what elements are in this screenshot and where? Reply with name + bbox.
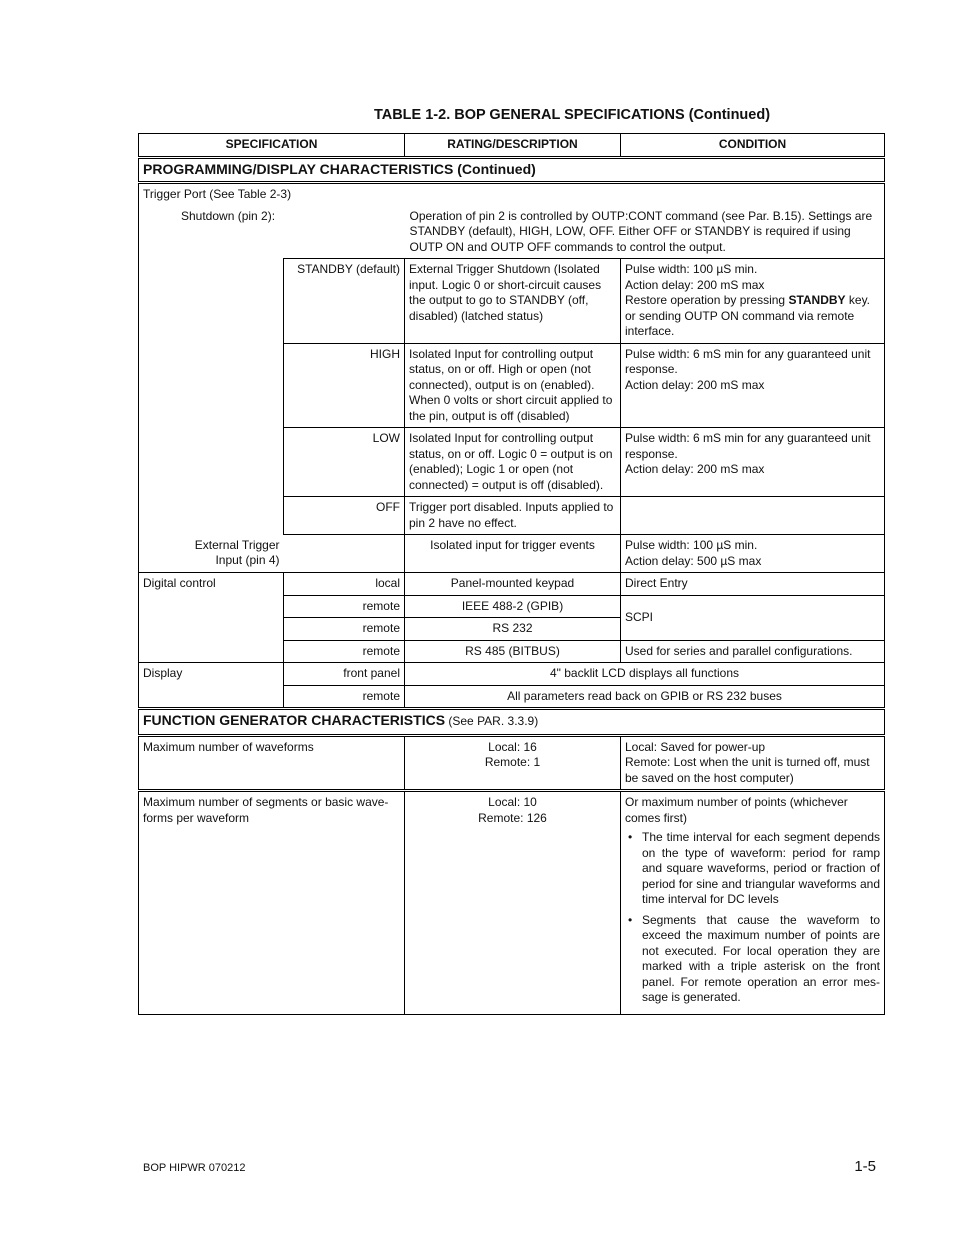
footer-document-id: BOP HIPWR 070212	[143, 1162, 246, 1174]
external-trigger-label: External Trigger Input (pin 4)	[139, 535, 284, 573]
list-item: • Segments that cause the waveform to exceed the maximum number of points are not executed. For local operation they are marked with a triple asterisk on the front panel. For remote operation an error mes-sage is generated.	[625, 913, 880, 1006]
waveforms-label: Maximum number of waveforms	[139, 735, 405, 791]
digital-condition: SCPI	[621, 595, 885, 640]
high-description: Isolated Input for controlling output status, on or off. High or open (not connected), output is on (enabled). When 0 volts or short circuit applied to the pin, output is off (disabled)	[405, 343, 621, 428]
table-row	[139, 259, 885, 344]
digital-mode: local	[284, 573, 405, 596]
section-title: PROGRAMMING/DISPLAY CHARACTERISTICS (Continued)	[139, 157, 885, 183]
section-programming-display	[139, 157, 885, 183]
low-description: Isolated Input for controlling output status, on or off. Logic 0 = output is on (enabled); Logic 1 or open (not connected) = output is off (disabled).	[405, 428, 621, 497]
off-condition	[621, 497, 885, 535]
segments-condition-text: Or maximum number of points (whichever comes first)	[625, 795, 848, 825]
display-label: Display	[139, 663, 284, 709]
standby-description: External Trigger Shutdown (Isolated input. Logic 0 or short-circuit causes the output to go to STANDBY (off, disabled) (latched status)	[405, 259, 621, 344]
shutdown-description: Operation of pin 2 is controlled by OUTP:CONT command (see Par. B.15). Settings are STANDBY (default), HIGH, LOW, OFF. Either OFF or STANDBY is required if using OUTP ON and OUTP OFF commands to control the output.	[405, 206, 885, 259]
specifications-table	[138, 133, 885, 1015]
low-condition: Pulse width: 6 mS min for any guaranteed unit response. Action delay: 200 mS max	[621, 428, 885, 497]
digital-condition: Used for series and parallel configurations.	[621, 640, 885, 663]
table-row	[139, 735, 885, 791]
section-title: FUNCTION GENERATOR CHARACTERISTICS (See PAR. 3.3.9)	[139, 709, 885, 736]
header-rating: RATING/DESCRIPTION	[405, 134, 621, 158]
mode-high: HIGH	[284, 343, 405, 428]
header-row	[139, 134, 885, 158]
display-description: 4" backlit LCD displays all functions	[405, 663, 885, 686]
mode-off: OFF	[284, 497, 405, 535]
table-row	[139, 183, 885, 206]
standby-condition: Pulse width: 100 µS min. Action delay: 200 mS max Restore operation by pressing STANDBY key. or sending OUTP ON command via remote interface.	[621, 259, 885, 344]
table-row	[139, 206, 885, 259]
section-function-generator	[139, 709, 885, 736]
digital-condition: Direct Entry	[621, 573, 885, 596]
external-trigger-description: Isolated input for trigger events	[405, 535, 621, 573]
segments-description: Local: 10 Remote: 126	[405, 791, 621, 1015]
digital-mode: remote	[284, 595, 405, 618]
waveforms-condition: Local: Saved for power-up Remote: Lost when the unit is turned off, must be saved on the host computer)	[621, 735, 885, 791]
empty-cell	[139, 259, 284, 535]
segments-bullets	[625, 830, 880, 1006]
digital-description: RS 232	[405, 618, 621, 641]
trigger-port-label: Trigger Port (See Table 2-3)	[139, 183, 885, 206]
table-row	[139, 535, 885, 573]
digital-mode: remote	[284, 618, 405, 641]
display-mode: remote	[284, 685, 405, 709]
digital-mode: remote	[284, 640, 405, 663]
table-title: TABLE 1-2. BOP GENERAL SPECIFICATIONS (Continued)	[373, 107, 771, 123]
off-description: Trigger port disabled. Inputs applied to pin 2 have no effect.	[405, 497, 621, 535]
digital-description: RS 485 (BITBUS)	[405, 640, 621, 663]
table-row	[139, 573, 885, 596]
display-mode: front panel	[284, 663, 405, 686]
segments-label: Maximum number of segments or basic wave-forms per waveform	[139, 791, 405, 1015]
digital-description: Panel-mounted keypad	[405, 573, 621, 596]
list-item: • The time interval for each segment depends on the type of waveform: period for ramp and square waveforms, period or fraction of period for sine and triangular waveforms and time interval for DC levels	[625, 830, 880, 908]
external-trigger-condition: Pulse width: 100 µS min. Action delay: 500 µS max	[621, 535, 885, 573]
high-condition: Pulse width: 6 mS min for any guaranteed unit response. Action delay: 200 mS max	[621, 343, 885, 428]
empty-cell	[284, 535, 405, 573]
waveforms-description: Local: 16 Remote: 1	[405, 735, 621, 791]
header-specification: SPECIFICATION	[139, 134, 405, 158]
table-row	[139, 663, 885, 686]
shutdown-label: Shutdown (pin 2):	[139, 206, 405, 259]
digital-description: IEEE 488-2 (GPIB)	[405, 595, 621, 618]
segments-condition	[621, 791, 885, 1015]
page-number: 1-5	[854, 1158, 876, 1175]
mode-standby: STANDBY (default)	[284, 259, 405, 344]
table-row	[139, 791, 885, 1015]
digital-control-label: Digital control	[139, 573, 284, 663]
display-description: All parameters read back on GPIB or RS 232 buses	[405, 685, 885, 709]
mode-low: LOW	[284, 428, 405, 497]
header-condition: CONDITION	[621, 134, 885, 158]
